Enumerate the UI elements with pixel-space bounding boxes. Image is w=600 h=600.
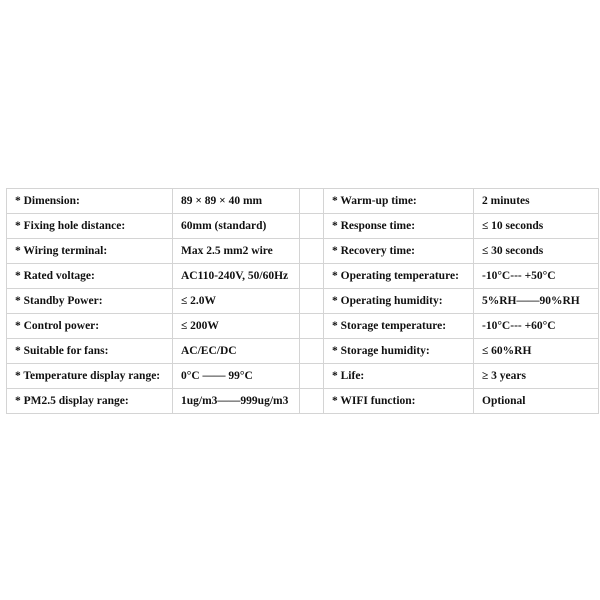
- spec-label: * Operating temperature:: [324, 264, 474, 289]
- table-row: [7, 214, 599, 239]
- spec-label: * PM2.5 display range:: [7, 389, 173, 414]
- table-row: [7, 314, 599, 339]
- spec-value: -10°C--- +50°C: [474, 264, 599, 289]
- spec-value: ≤ 60%RH: [474, 339, 599, 364]
- spec-value: Max 2.5 mm2 wire: [173, 239, 300, 264]
- spec-value: Optional: [474, 389, 599, 414]
- spacer-cell: [300, 364, 324, 389]
- spec-label: * Temperature display range:: [7, 364, 173, 389]
- spec-label: * Suitable for fans:: [7, 339, 173, 364]
- spec-label: * Control power:: [7, 314, 173, 339]
- spec-value: -10°C--- +60°C: [474, 314, 599, 339]
- spec-label: * Wiring terminal:: [7, 239, 173, 264]
- table-row: [7, 364, 599, 389]
- spacer-cell: [300, 239, 324, 264]
- spec-table: [6, 188, 599, 414]
- spec-label: * Warm-up time:: [324, 189, 474, 214]
- spacer-cell: [300, 214, 324, 239]
- spacer-cell: [300, 314, 324, 339]
- spacer-cell: [300, 389, 324, 414]
- spec-label: * Rated voltage:: [7, 264, 173, 289]
- spec-label: * Dimension:: [7, 189, 173, 214]
- spec-label: * WIFI function:: [324, 389, 474, 414]
- spec-value: 0°C —— 99°C: [173, 364, 300, 389]
- table-row: [7, 289, 599, 314]
- spec-value: ≤ 30 seconds: [474, 239, 599, 264]
- table-row: [7, 189, 599, 214]
- table-row: [7, 339, 599, 364]
- spacer-cell: [300, 339, 324, 364]
- spec-label: * Fixing hole distance:: [7, 214, 173, 239]
- spec-value: 89 × 89 × 40 mm: [173, 189, 300, 214]
- spacer-cell: [300, 289, 324, 314]
- spec-label: * Storage temperature:: [324, 314, 474, 339]
- spacer-cell: [300, 189, 324, 214]
- table-row: [7, 389, 599, 414]
- spec-label: * Standby Power:: [7, 289, 173, 314]
- spec-value: 1ug/m3——999ug/m3: [173, 389, 300, 414]
- spec-value: ≤ 2.0W: [173, 289, 300, 314]
- spec-value: 5%RH——90%RH: [474, 289, 599, 314]
- spec-label: * Operating humidity:: [324, 289, 474, 314]
- spec-label: * Response time:: [324, 214, 474, 239]
- spec-value: 2 minutes: [474, 189, 599, 214]
- spec-value: 60mm (standard): [173, 214, 300, 239]
- spec-label: * Storage humidity:: [324, 339, 474, 364]
- spec-value: AC110-240V, 50/60Hz: [173, 264, 300, 289]
- spacer-cell: [300, 264, 324, 289]
- table-row: [7, 239, 599, 264]
- spec-value: ≤ 200W: [173, 314, 300, 339]
- spec-value: AC/EC/DC: [173, 339, 300, 364]
- table-row: [7, 264, 599, 289]
- spec-value: ≤ 10 seconds: [474, 214, 599, 239]
- spec-label: * Recovery time:: [324, 239, 474, 264]
- spec-value: ≥ 3 years: [474, 364, 599, 389]
- spec-label: * Life:: [324, 364, 474, 389]
